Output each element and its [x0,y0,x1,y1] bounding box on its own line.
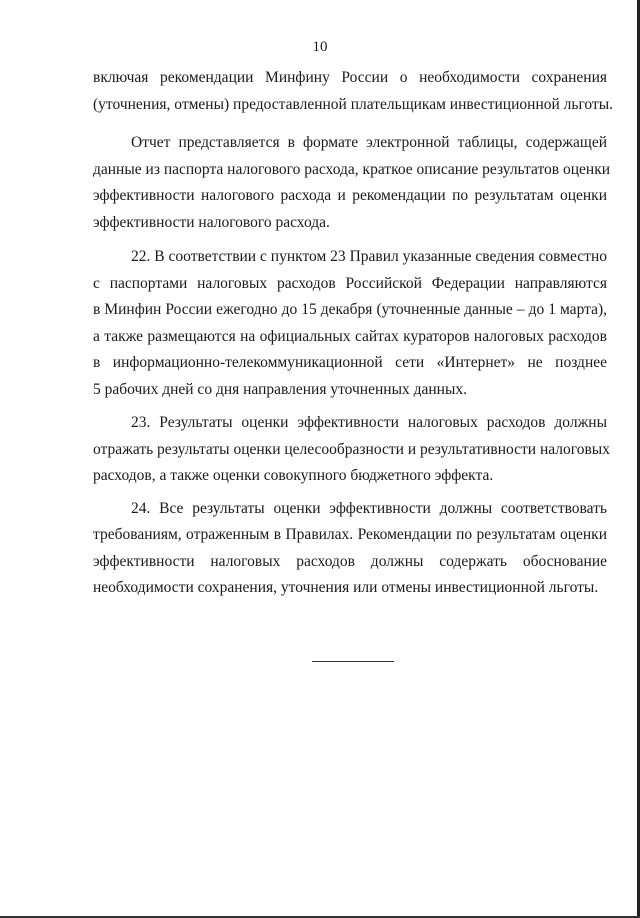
text-line: расходов, а также оценки совокупного бюджетного эффекта. [93,467,494,484]
paragraph-5 [93,496,607,602]
paragraph-3 [93,244,607,403]
text-line: 22. В соответствии с пунктом 23 Правил указанные сведения совместно [131,248,607,265]
text-line: с паспортами налоговых расходов Российской Федерации направляются [93,274,607,292]
text-line: данные из паспорта налогового расхода, краткое описание результатов оценки [93,160,611,178]
text-line: а также размещаются на официальных сайтах кураторов налоговых расходов [93,327,607,345]
end-separator-line [312,661,394,662]
text-line: требованиям, отраженным в Правилах. Рекомендации по результатам оценки [93,526,607,543]
text-line: эффективности налогового расхода. [93,213,330,231]
text-line: (уточнения, отмены) предоставленной плательщикам инвестиционной льготы. [93,95,614,113]
text-line: включая рекомендации Минфину России о необходимости сохранения [93,69,607,86]
text-line: 5 рабочих дней со дня направления уточненных данных. [93,380,468,398]
text-line: эффективности налогового расхода и рекомендации по результатам оценки [93,187,607,204]
text-line: эффективности налоговых расходов должны содержать обоснование [93,552,607,570]
text-line: необходимости сохранения, уточнения или отмены инвестиционной льготы. [93,579,599,596]
text-line: Отчет представляется в формате электронной таблицы, содержащей [131,134,607,151]
text-line: 24. Все результаты оценки эффективности должны соответствовать [131,499,607,517]
text-line: отражать результаты оценки целесообразности и результативности налоговых [93,440,610,458]
text-line: в Минфин России ежегодно до 15 декабря (уточненные данные – до 1 марта), [93,301,607,318]
paragraph-4 [93,410,610,490]
text-line: 23. Результаты оценки эффективности налоговых расходов должны [131,414,607,431]
paragraph-2 [93,130,611,236]
body-text [93,65,614,602]
paragraph-1 [93,65,614,118]
text-line: в информационно-телекоммуникационной сети «Интернет» не позднее [93,354,607,371]
page-number: 10 [312,39,328,55]
